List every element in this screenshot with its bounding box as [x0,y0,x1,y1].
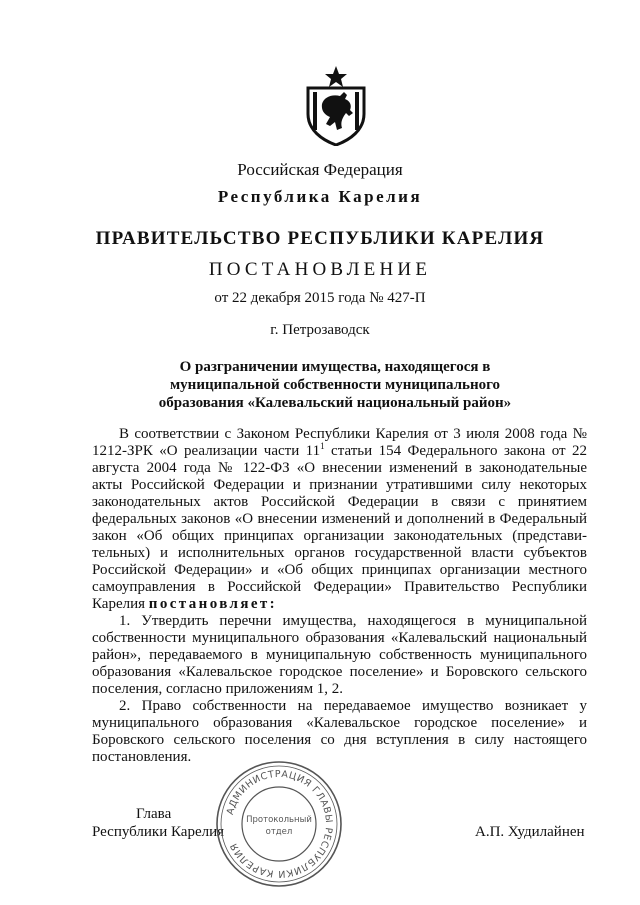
document-body [92,426,587,766]
karelia-coat-of-arms-icon [300,64,372,146]
item-paragraph-1: 1. Утвердить перечни имущества, находящегося в муниципальной собственности муниципального образования «Калевальский национальный район», передаваемого в муниципальную собственность муниципального образования «Калевальское городское поселение» и Боровского сельского поселения, согласно приложениям 1, 2. [92,613,587,697]
stamp-ring-text: АДМИНИСТРАЦИЯ ГЛАВЫ РЕСПУБЛИКИ КАРЕЛИЯ [224,768,335,880]
preamble-text-start: В соответствии с Законом Республики Карелия от 3 июля 2008 года № 1212-ЗРК «О реализации части 11 [92,426,587,459]
signature-name: А.П. Худилайнен [475,824,585,840]
decree-word: постановляет: [148,596,278,612]
government-title: ПРАВИТЕЛЬСТВО РЕСПУБЛИКИ КАРЕЛИЯ [95,228,545,249]
official-stamp [213,758,345,890]
republic-title: Республика Карелия [217,187,423,206]
heading-line: муниципальной собственности муниципального [169,377,501,393]
document-date-number: от 22 декабря 2015 года № 427-П [214,290,426,306]
preamble-paragraph [92,426,587,613]
document-heading [120,358,550,412]
signature-region: Республики Карелия [92,824,225,840]
stamp-center-line2: отдел [265,827,293,837]
document-type: ПОСТАНОВЛЕНИЕ [208,259,432,280]
signature-title: Глава [136,806,172,822]
preamble-text-end: статьи 154 Федерального закона от 22 августа 2004 года № 122-ФЗ «О внесении изменений в законодательные акты Российской Федерации и признании утратившими силу некоторых законодательных актов Российской Федерации в связи с принятием федеральных законов «О внесении изменений и дополнений в Федеральный закон «Об общих принципах организации законодательных (представи-тельных) и исполнительных органов государственной власти субъектов Российской Федерации» и «Об общих принципах организации местного самоуправления в Российской Федерации» Правительство Республики Карелия [92,443,587,612]
document-city: г. Петрозаводск [270,322,370,338]
item-paragraph-2: 2. Право собственности на передаваемое имущество возникает у муниципального образования «Калевальское городское поселение» и Боровского сельского поселения со дня вступления в силу настоящего постановления. [92,698,587,765]
superscript: 1 [320,441,325,451]
heading-line: О разграничении имущества, находящегося в [179,359,491,375]
stamp-center-line1: Протокольный [246,815,312,825]
heading-line: образования «Калевальский национальный район» [158,395,512,411]
country-title: Российская Федерация [237,160,403,179]
